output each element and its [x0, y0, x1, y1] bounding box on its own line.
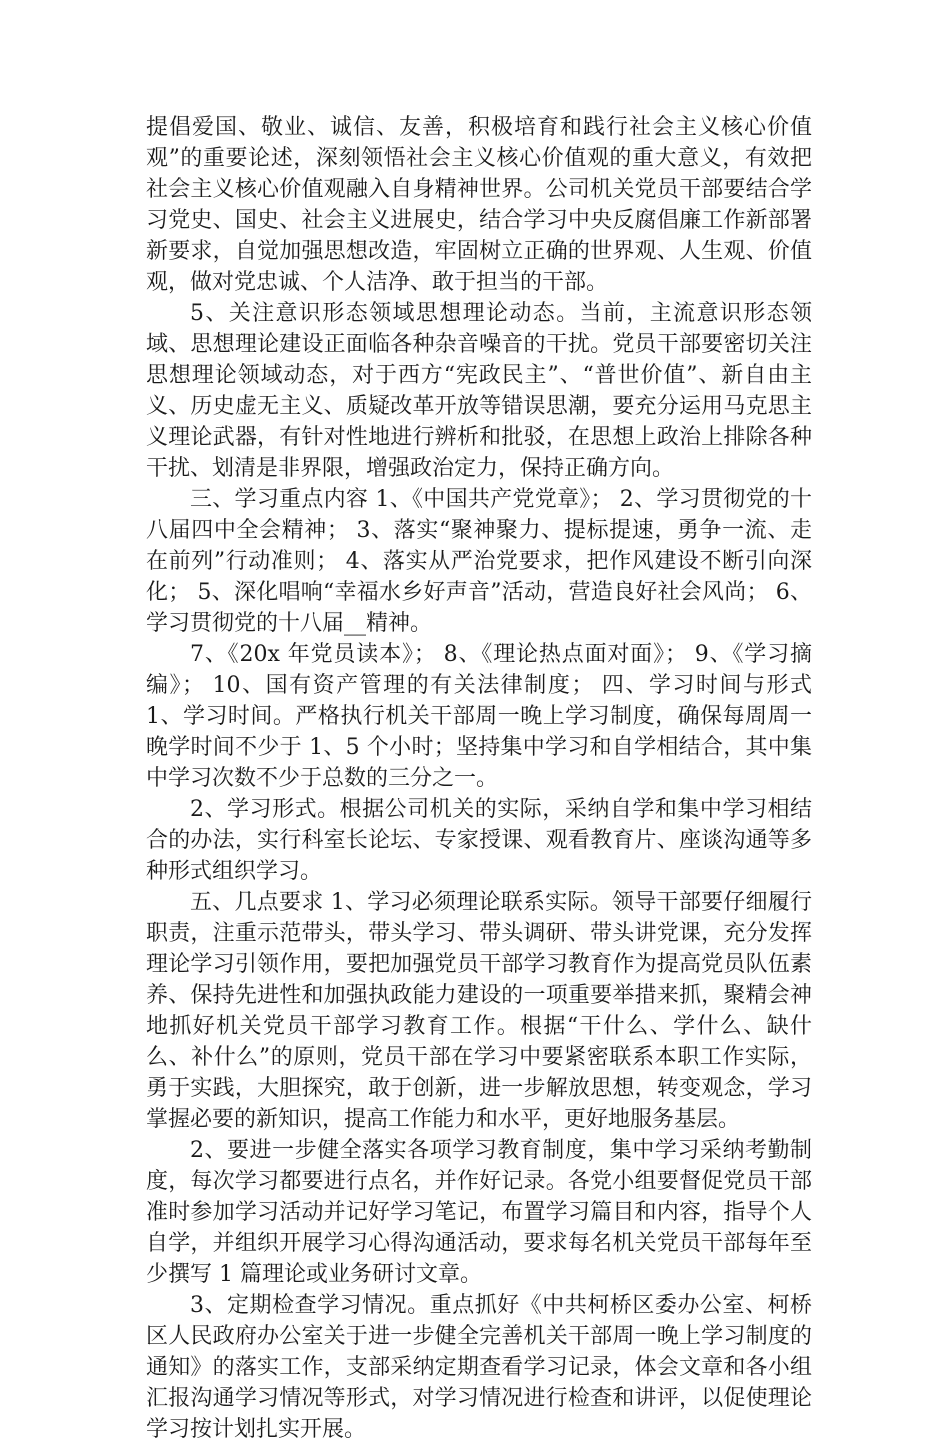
paragraph-education-system: 2、要进一步健全落实各项学习教育制度，集中学习采纳考勤制度，每次学习都要进行点名，并作好记录。各党小组要督促党员干部准时参加学习活动并记好学习笔记，布置学习篇目和内容，指导个人自学，并组织开展学习心得沟通活动，要求每名机关党员干部每年至少撰写 1 篇理论或业务研讨文章。 [146, 1138, 812, 1287]
paragraph-study-content: 三、学习重点内容 1、《中国共产党党章》； 2、学习贯彻党的十八届四中全会精神； 3、落实“聚神聚力、提标提速，勇争一流、走在前列”行动准则； 4、落实从严治党要求，把作风建设不断引向深化； 5、深化唱响“幸福水乡好声音”活动，营造良好社会风尚； 6、学习贯彻党的十八届__精神。 [146, 487, 812, 636]
paragraph-requirements: 五、几点要求 1、学习必须理论联系实际。领导干部要仔细履行职责，注重示范带头，带头学习、带头调研、带头讲党课，充分发挥理论学习引领作用，要把加强党员干部学习教育作为提高党员队伍素养、保持先进性和加强执政能力建设的一项重要举措来抓，聚精会神地抓好机关党员干部学习教育工作。根据“干什么、学什么、缺什么、补什么”的原则，党员干部在学习中要紧密联系本职工作实际，勇于实践，大胆探究，敢于创新，进一步解放思想，转变观念，学习掌握必要的新知识，提高工作能力和水平，更好地服务基层。 [146, 890, 812, 1132]
paragraph-core-values: 提倡爱国、敬业、诚信、友善，积极培育和践行社会主义核心价值观”的重要论述，深刻领悟社会主义核心价值观的重大意义，有效把社会主义核心价值观融入自身精神世界。公司机关党员干部要结合学习党史、国史、社会主义进展史，结合学习中央反腐倡廉工作新部署新要求，自觉加强思想改造，牢固树立正确的世界观、人生观、价值观，做对党忠诚、个人洁净、敢于担当的干部。 [146, 115, 812, 295]
paragraph-inspection: 3、定期检查学习情况。重点抓好《中共柯桥区委办公室、柯桥区人民政府办公室关于进一步健全完善机关干部周一晚上学习制度的通知》的落实工作，支部采纳定期查看学习记录，体会文章和各小组汇报沟通学习情况等形式，对学习情况进行检查和讲评，以促使理论学习按计划扎实开展。 [146, 1293, 812, 1442]
paragraph-study-time: 7、《20x 年党员读本》； 8、《理论热点面对面》； 9、《学习摘编》； 10、国有资产管理的有关法律制度； 四、学习时间与形式 1、学习时间。严格执行机关干部周一晚上学习制度，确保每周周一晚学时间不少于 1、5 个小时；坚持集中学习和自学相结合，其中集中学习次数不少于总数的三分之一。 [146, 642, 812, 791]
paragraph-ideology: 5、关注意识形态领域思想理论动态。当前，主流意识形态领域、思想理论建设正面临各种杂音噪音的干扰。党员干部要密切关注思想理论领域动态，对于西方“宪政民主”、“普世价值”、新自由主义、历史虚无主义、质疑改革开放等错误思潮，要充分运用马克思主义理论武器，有针对性地进行辨析和批驳，在思想上政治上排除各种干扰、划清是非界限，增强政治定力，保持正确方向。 [146, 301, 812, 481]
document-body [146, 112, 812, 1445]
paragraph-study-form: 2、学习形式。根据公司机关的实际，采纳自学和集中学习相结合的办法，实行科室长论坛、专家授课、观看教育片、座谈沟通等多种形式组织学习。 [146, 797, 812, 884]
